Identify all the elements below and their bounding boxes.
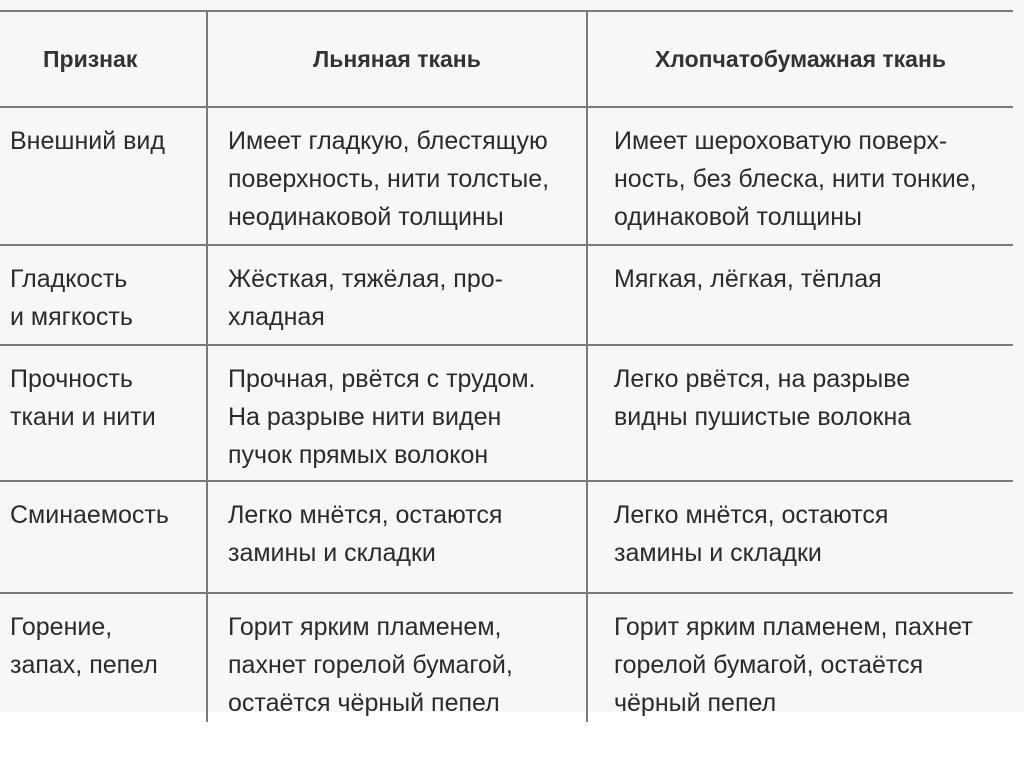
table-row (0, 593, 1013, 722)
cotton-cell (587, 345, 1013, 481)
cell-line: Прочная, рвётся с трудом. (228, 365, 536, 393)
cell-line: горелой бумагой, остаётся (614, 651, 924, 679)
flax-cell (207, 245, 587, 345)
cell-line: Гладкость (10, 265, 128, 293)
feature-cell (0, 245, 207, 345)
flax-cell (207, 593, 587, 722)
feature-cell (0, 345, 207, 481)
header-flax: Льняная ткань (207, 11, 587, 107)
cell-line: Мягкая, лёгкая, тёплая (614, 265, 882, 293)
cell-line: Сминаемость (10, 501, 169, 529)
feature-cell (0, 593, 207, 722)
cell-line: Легко мнётся, остаются (228, 501, 503, 529)
cell-line: На разрыве нити виден (228, 403, 502, 431)
table-row (0, 245, 1013, 345)
cell-line: одинаковой толщины (614, 203, 862, 231)
cell-line: и мягкость (10, 303, 133, 331)
cell-line: остаётся чёрный пепел (228, 689, 500, 717)
cell-line: ность, без блеска, нити тонкие, (614, 165, 977, 193)
cotton-cell (587, 593, 1013, 722)
table-header-row (0, 11, 1013, 107)
cell-line: Горит ярким пламенем, пахнет (614, 613, 973, 641)
cell-line: Горение, (10, 613, 113, 641)
flax-cell (207, 481, 587, 593)
cell-line: запах, пепел (10, 651, 158, 679)
cell-line: замины и складки (614, 539, 822, 567)
table-row (0, 107, 1013, 245)
cell-line: Имеет гладкую, блестящую (228, 127, 548, 155)
cell-line: Внешний вид (10, 127, 165, 155)
cell-line: Легко рвётся, на разрыве (614, 365, 911, 393)
cell-line: Горит ярким пламенем, (228, 613, 502, 641)
feature-cell (0, 107, 207, 245)
cell-line: Легко мнётся, остаются (614, 501, 889, 529)
cell-line: пахнет горелой бумагой, (228, 651, 513, 679)
cell-line: видны пушистые волокна (614, 403, 912, 431)
cell-line: хладная (228, 303, 325, 331)
flax-cell (207, 107, 587, 245)
table-row (0, 345, 1013, 481)
cotton-cell (587, 107, 1013, 245)
feature-cell (0, 481, 207, 593)
cell-line: замины и складки (228, 539, 436, 567)
cotton-cell (587, 481, 1013, 593)
cell-line: неодинаковой толщины (228, 203, 504, 231)
fabric-comparison-table (0, 10, 1013, 722)
flax-cell (207, 345, 587, 481)
cell-line: Прочность (10, 365, 133, 393)
cell-line: поверхность, нити толстые, (228, 165, 550, 193)
table-row (0, 481, 1013, 593)
cell-line: чёрный пепел (614, 689, 777, 717)
header-cotton: Хлопчатобумажная ткань (587, 11, 1013, 107)
header-feature: Признак (0, 11, 207, 107)
cotton-cell (587, 245, 1013, 345)
cell-line: ткани и нити (10, 403, 156, 431)
cell-line: Имеет шероховатую поверх- (614, 127, 948, 155)
cell-line: пучок прямых волокон (228, 441, 489, 469)
cell-line: Жёсткая, тяжёлая, про- (228, 265, 503, 293)
